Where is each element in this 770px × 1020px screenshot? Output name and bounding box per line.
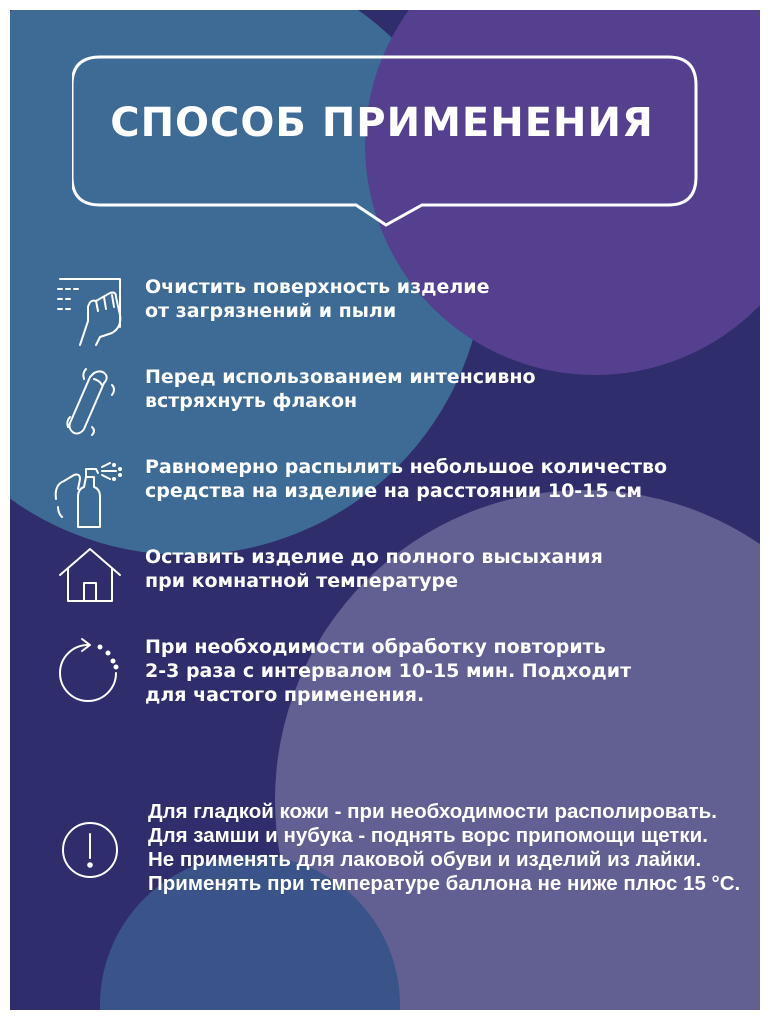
exclamation-icon — [60, 820, 120, 880]
step-text: Очистить поверхность изделие от загрязнений и пыли — [145, 276, 490, 322]
step-shake — [50, 365, 740, 435]
repeat-icon — [50, 635, 130, 705]
step-text: При необходимости обработку повторить 2-3 раза с интервалом 10-15 мин. Подходит для частого применения. — [145, 636, 632, 706]
step-text: Равномерно распылить небольшое количество средства на изделие на расстоянии 10-15 см — [145, 456, 668, 502]
shake-bottle-icon — [50, 365, 130, 435]
step-text: Перед использованием интенсивно встряхнуть флакон — [145, 366, 536, 412]
step-dry — [50, 545, 740, 615]
step-clean — [50, 275, 740, 345]
instruction-card — [10, 10, 760, 1010]
page-title: СПОСОБ ПРИМЕНЕНИЯ — [110, 100, 654, 146]
wipe-hand-icon — [50, 275, 130, 345]
step-spray — [50, 455, 740, 525]
spray-hand-icon — [50, 455, 130, 525]
house-icon — [50, 545, 130, 615]
step-text: Оставить изделие до полного высыхания при комнатной температуре — [145, 546, 603, 592]
usage-notes: Для гладкой кожи - при необходимости располировать. Для замши и нубука - поднять ворс припомощи щетки. Не применять для лаковой обуви и изделий из лайки. Применять при температуре баллона не ниже плюс 15 °С. — [148, 800, 741, 895]
step-repeat — [50, 635, 740, 705]
